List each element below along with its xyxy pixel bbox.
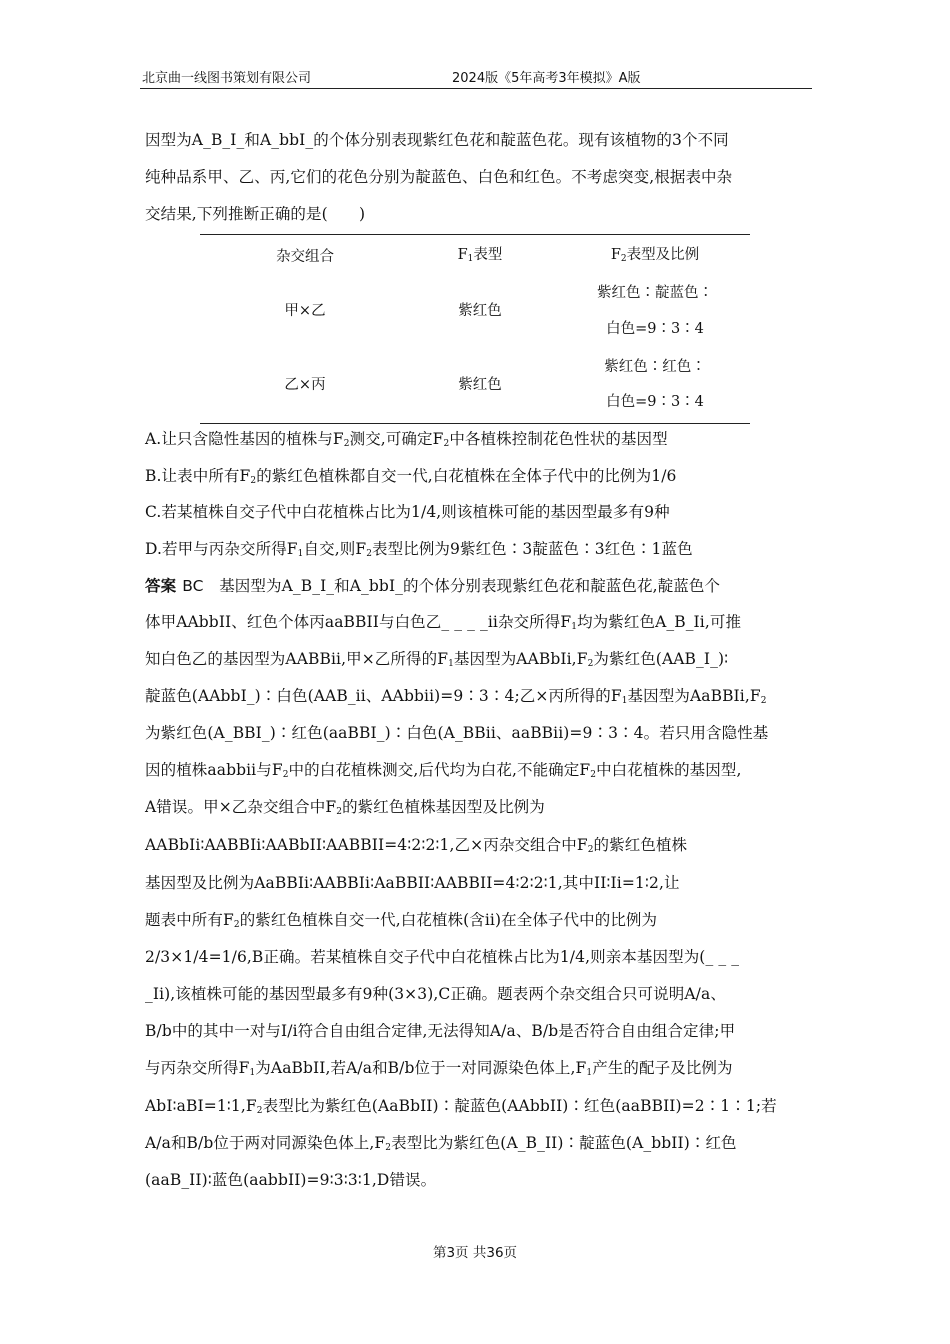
explanation-line: 体甲AAbbII、红色个体丙aaBBII与白色乙_ _ _ _ii杂交所得$F_1$均为紫红色A_B_Ii,可推 xyxy=(145,613,742,632)
table-header-cross: 杂交组合 xyxy=(276,249,334,265)
answer-label: 答案 xyxy=(145,577,177,595)
table-cell-cross: 甲×乙 xyxy=(284,303,326,319)
explanation-line: B/b中的其中一对与I/i符合自由组合定律,无法得知A/a、B/b是否符合自由组合定律;甲 xyxy=(145,1022,736,1040)
explanation-line: 因的植株aabbii与$F_2$中的白花植株测交,后代均为白花,不能确定$F_2$中白花植株的基因型, xyxy=(145,761,742,780)
explanation-line: 知白色乙的基因型为AABBii,甲×乙所得的$F_1$基因型为$AABbIi,F_2$为紫红色(AAB_I_)∶ xyxy=(145,650,729,669)
cross-results-table xyxy=(200,234,750,424)
explanation-line: 2/3×1/4=1/6,B正确。若某植株自交子代中白花植株占比为1/4,则亲本基因型为(_ _ _ xyxy=(145,948,740,966)
question-stem-line: 交结果,下列推断正确的是( ) xyxy=(145,205,366,223)
question-stem-line: 纯种品系甲、乙、丙,它们的花色分别为靛蓝色、白色和红色。不考虑突变,根据表中杂 xyxy=(145,168,733,186)
option-b: B.让表中所有$F_2$的紫红色植株都自交一代,白花植株在全体子代中的比例为1/6 xyxy=(145,467,677,486)
table-cell-f2: 白色=9∶3∶4 xyxy=(606,321,704,337)
table-cell-cross: 乙×丙 xyxy=(284,377,326,393)
publisher-name: 北京曲一线图书策划有限公司 xyxy=(142,71,312,86)
question-stem-line: 因型为A_B_I_和A_bbI_的个体分别表现紫红色花和靛蓝色花。现有该植物的3个不同 xyxy=(145,131,729,149)
explanation-line: A错误。甲×乙杂交组合中$F_2$的紫红色植株基因型及比例为 xyxy=(145,798,545,817)
explanation-line: (aaB_II)∶蓝色(aabbII)=9∶3∶3∶1,D错误。 xyxy=(145,1171,437,1189)
option-c: C.若某植株自交子代中白花植株占比为1/4,则该植株可能的基因型最多有9种 xyxy=(145,503,670,521)
explanation-line: 靛蓝色(AAbbI_)∶白色(AAB_ii、AAbbii)=9∶3∶4;乙×丙所得的$F_1$基因型为$AaBBIi,F_2$ xyxy=(145,687,767,706)
table-cell-f2: 紫红色∶红色∶ xyxy=(604,359,706,375)
table-header-f1: $F_1$表型 xyxy=(457,247,503,264)
explanation-line: AABbIi∶AABBIi∶AABbII∶AABBII=4∶2∶2∶1,乙×丙杂交组合中$F_2$的紫红色植株 xyxy=(145,836,688,855)
explanation-line: 与丙杂交所得$F_1$为AaBbII,若A/a和B/b位于一对同源染色体上$,F_1$产生的配子及比例为 xyxy=(145,1059,733,1078)
table-cell-f1: 紫红色 xyxy=(458,377,502,393)
book-title: 2024版《5年高考3年模拟》A版 xyxy=(452,71,641,86)
answer-value: BC xyxy=(182,577,204,595)
page-header xyxy=(140,66,812,89)
explanation-line: A/a和B/b位于两对同源染色体上$,F_2$表型比为紫红色(A_B_II)∶靛蓝色(A_bbII)∶红色 xyxy=(145,1134,737,1153)
explanation-line: _Ii),该植株可能的基因型最多有9种(3×3),C正确。题表两个杂交组合只可说明A/a、 xyxy=(145,985,726,1003)
option-d: D.若甲与丙杂交所得$F_1$自交,则$F_2$表型比例为9紫红色∶3靛蓝色∶3红色∶1蓝色 xyxy=(145,540,693,559)
page-number: 第3页 共36页 xyxy=(432,1245,518,1261)
table-cell-f2: 白色=9∶3∶4 xyxy=(606,394,704,410)
table-cell-f2: 紫红色∶靛蓝色∶ xyxy=(597,285,713,301)
option-a: A.让只含隐性基因的植株与$F_2$测交,可确定$F_2$中各植株控制花色性状的基因型 xyxy=(145,430,668,449)
explanation-line: 基因型及比例为AaBBIi∶AABBIi∶AaBBII∶AABBII=4∶2∶2∶1,其中II∶Ii=1∶2,让 xyxy=(145,874,680,892)
table-cell-f1: 紫红色 xyxy=(458,303,502,319)
answer-line: 答案 BC 基因型为A_B_I_和A_bbI_的个体分别表现紫红色花和靛蓝色花,靛蓝色个 xyxy=(145,577,721,595)
table-header-f2: $F_2$表型及比例 xyxy=(610,247,700,264)
explanation-line: $AbI∶aBI=1∶1,F_2$表型比为紫红色(AaBbII)∶靛蓝色(AAbbII)∶红色(aaBBII)=2∶1∶1;若 xyxy=(145,1097,777,1116)
explanation-line: 题表中所有$F_2$的紫红色植株自交一代,白花植株(含ii)在全体子代中的比例为 xyxy=(145,911,658,930)
explanation-line: 为紫红色(A_BBI_)∶红色(aaBBI_)∶白色(A_BBii、aaBBii)=9∶3∶4。若只用含隐性基 xyxy=(145,724,769,742)
